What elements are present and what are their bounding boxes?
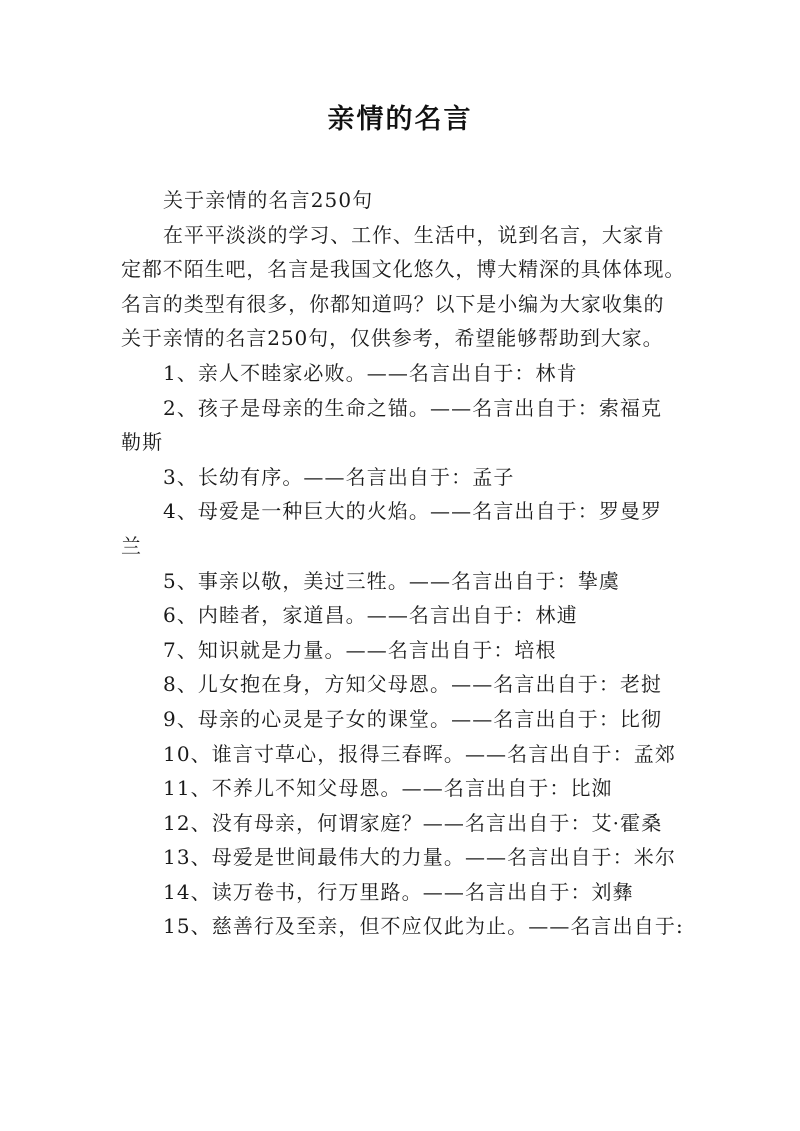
quote-line: 5、事亲以敬，美过三牲。——名言出自于：挚虞	[163, 568, 620, 593]
quote-line: 12、没有母亲，何谓家庭？——名言出自于：艾·霍桑	[163, 810, 663, 835]
quote-line: 2、孩子是母亲的生命之锚。——名言出自于：索福克	[163, 395, 663, 420]
document-title: 亲情的名言	[327, 104, 473, 135]
quote-line: 15、慈善行及至亲，但不应仅此为止。——名言出自于:	[163, 914, 684, 939]
quote-line-continuation: 勒斯	[121, 430, 164, 455]
quote-line: 8、儿女抱在身，方知父母恩。——名言出自于：老挝	[163, 672, 663, 697]
quote-line: 13、母爱是世间最伟大的力量。——名言出自于：米尔	[163, 845, 676, 870]
quote-line: 1、亲人不睦家必败。——名言出自于：林肯	[163, 360, 578, 385]
document-body	[121, 183, 691, 944]
quote-line: 10、谁言寸草心，报得三春晖。——名言出自于：孟郊	[163, 741, 676, 766]
intro-paragraph-line: 在平平淡淡的学习、工作、生活中，说到名言，大家肯	[163, 222, 665, 247]
intro-paragraph-line: 定都不陌生吧，名言是我国文化悠久，博大精深的具体体现。	[121, 257, 686, 282]
intro-heading-line: 关于亲情的名言250句	[163, 188, 374, 212]
quote-line: 9、母亲的心灵是子女的课堂。——名言出自于：比彻	[163, 706, 663, 731]
intro-paragraph-line: 关于亲情的名言250句，仅供参考，希望能够帮助到大家。	[121, 326, 664, 351]
quote-line: 6、内睦者，家道昌。——名言出自于：林逋	[163, 603, 578, 628]
quote-line: 11、不养儿不知父母恩。——名言出自于：比洳	[163, 776, 613, 801]
quote-line: 4、母爱是一种巨大的火焰。——名言出自于：罗曼罗	[163, 499, 663, 524]
quote-line: 3、长幼有序。——名言出自于：孟子	[163, 464, 515, 489]
quote-line-continuation: 兰	[121, 533, 143, 558]
intro-paragraph-line: 名言的类型有很多，你都知道吗？以下是小编为大家收集的	[121, 291, 665, 316]
quote-line: 7、知识就是力量。——名言出自于：培根	[163, 637, 557, 662]
quote-line: 14、读万卷书，行万里路。——名言出自于：刘彝	[163, 879, 634, 904]
